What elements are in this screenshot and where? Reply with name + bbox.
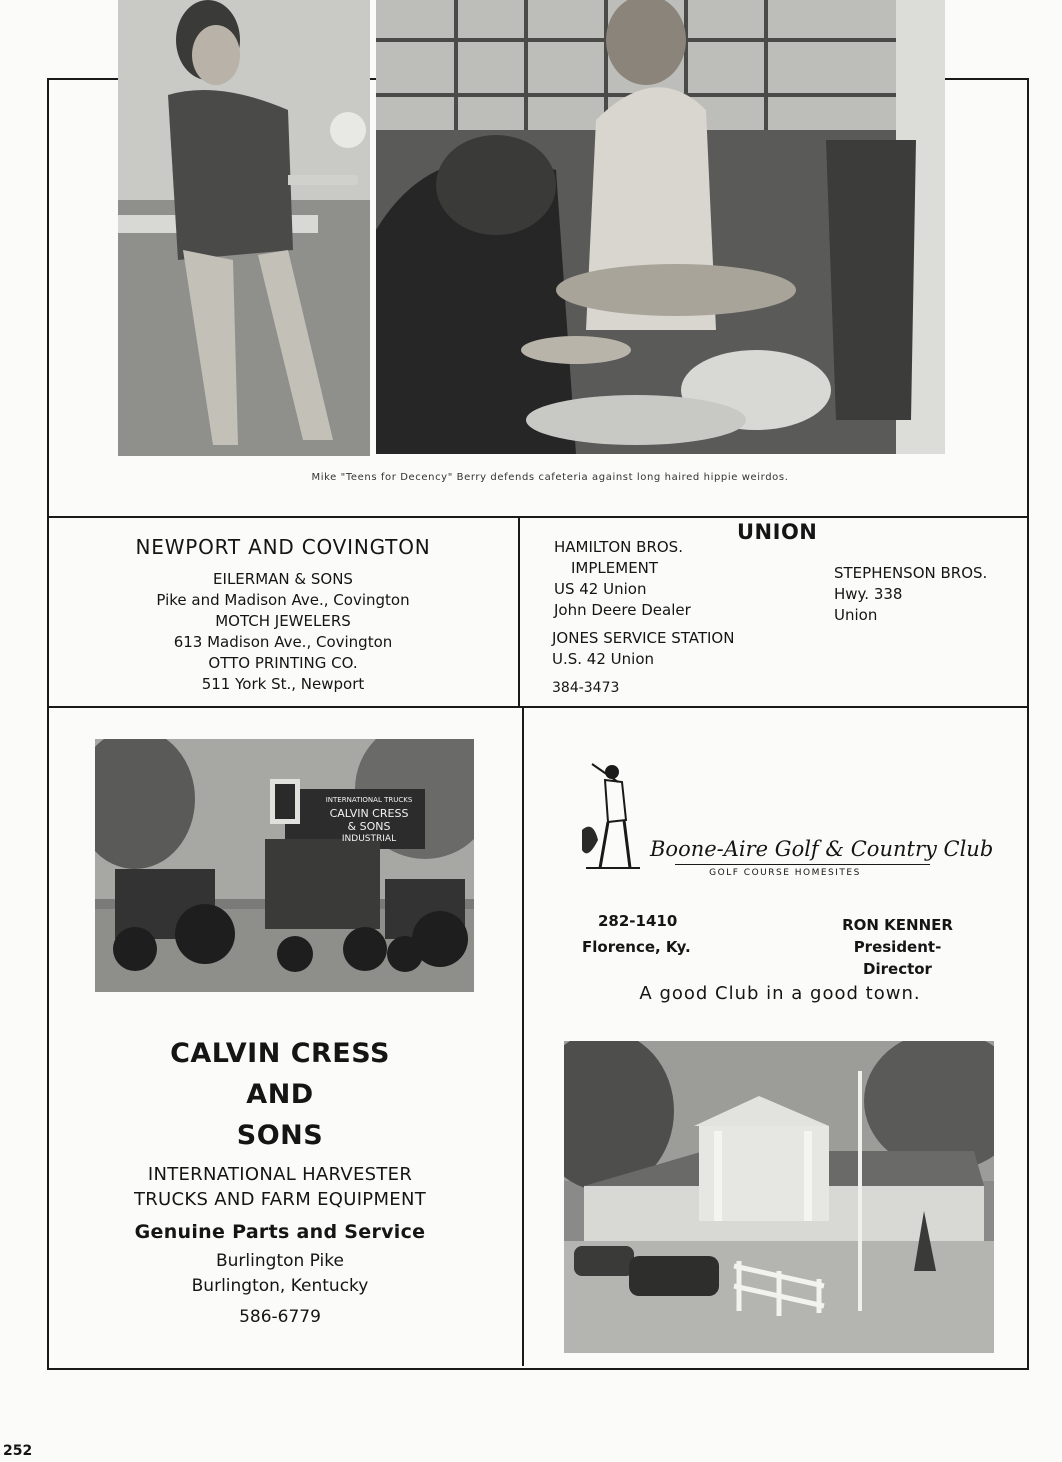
hamilton-name: HAMILTON BROS. xyxy=(554,538,683,556)
union-title: UNION xyxy=(737,520,818,544)
eilerman-address: Pike and Madison Ave., Covington xyxy=(156,591,410,609)
eilerman-name: EILERMAN & SONS xyxy=(213,570,353,588)
jones-address: U.S. 42 Union xyxy=(552,650,654,668)
vertical-rule-lower xyxy=(522,706,524,1366)
stephenson-city: Union xyxy=(834,606,878,624)
hamilton-implement: IMPLEMENT xyxy=(571,559,659,577)
club-subtitle: GOLF COURSE HOMESITES xyxy=(709,868,861,878)
otto-address: 511 York St., Newport xyxy=(201,675,365,693)
sign-line-3: & SONS xyxy=(347,820,391,833)
club-contact-right xyxy=(820,914,975,980)
club-president-title: President-Director xyxy=(853,938,942,978)
calvin-desc-line-2: TRUCKS AND FARM EQUIPMENT xyxy=(133,1189,427,1210)
calvin-address-line-2: Burlington, Kentucky xyxy=(191,1276,369,1296)
sign-line-4: INDUSTRIAL xyxy=(341,834,397,844)
calvin-name-line-3: SONS xyxy=(236,1120,324,1151)
union-phone: 384-3473 xyxy=(552,680,620,696)
sign-line-1: INTERNATIONAL TRUCKS xyxy=(325,796,413,804)
otto-name: OTTO PRINTING CO. xyxy=(208,654,358,672)
jones-name: JONES SERVICE STATION xyxy=(552,629,735,647)
photo-band xyxy=(376,0,945,454)
club-phone: 282-1410 xyxy=(598,912,678,930)
stephenson-name: STEPHENSON BROS. xyxy=(834,564,988,582)
calvin-name-line-2: AND xyxy=(246,1079,314,1110)
jones-station-ad xyxy=(552,628,734,670)
hamilton-dealer: John Deere Dealer xyxy=(554,601,691,619)
calvin-cress-ad xyxy=(60,1033,500,1330)
calvin-address-line-1: Burlington Pike xyxy=(216,1251,344,1271)
horizontal-rule-middle xyxy=(47,706,1027,708)
club-slogan: A good Club in a good town. xyxy=(639,983,921,1004)
stephenson-bros-ad xyxy=(834,563,987,626)
club-name: Boone-Aire Golf & Country Club xyxy=(650,837,994,861)
vertical-rule-upper xyxy=(518,516,520,708)
motch-name: MOTCH JEWELERS xyxy=(215,612,351,630)
calvin-desc-line-1: INTERNATIONAL HARVESTER xyxy=(147,1164,413,1185)
calvin-service: Genuine Parts and Service xyxy=(134,1221,426,1243)
sign-line-2: CALVIN CRESS xyxy=(329,807,409,820)
newport-covington-title: NEWPORT AND COVINGTON xyxy=(135,535,431,559)
tractor-sign xyxy=(313,794,425,846)
calvin-name-line-1: CALVIN CRESS xyxy=(170,1038,390,1069)
club-name-underline xyxy=(675,864,930,865)
horizontal-rule-top xyxy=(47,516,1027,518)
photo-tractors xyxy=(95,739,474,992)
stephenson-address: Hwy. 338 xyxy=(834,585,903,603)
club-president-name: RON KENNER xyxy=(842,916,953,934)
page-number: 252 xyxy=(3,1443,33,1459)
photo-clubhouse xyxy=(564,1041,994,1353)
club-city: Florence, Ky. xyxy=(582,938,691,956)
club-contact-left xyxy=(582,908,691,960)
calvin-phone: 586-6779 xyxy=(239,1307,321,1327)
photo-caption: Mike "Teens for Decency" Berry defends cafeteria against long haired hippie weirdos. xyxy=(311,472,789,483)
newport-covington-ad xyxy=(48,535,518,695)
photo-cafeteria-defender xyxy=(118,0,370,456)
hamilton-bros-ad xyxy=(554,537,691,621)
golfer-logo xyxy=(578,760,648,872)
motch-address: 613 Madison Ave., Covington xyxy=(173,633,393,651)
hamilton-address: US 42 Union xyxy=(554,580,647,598)
